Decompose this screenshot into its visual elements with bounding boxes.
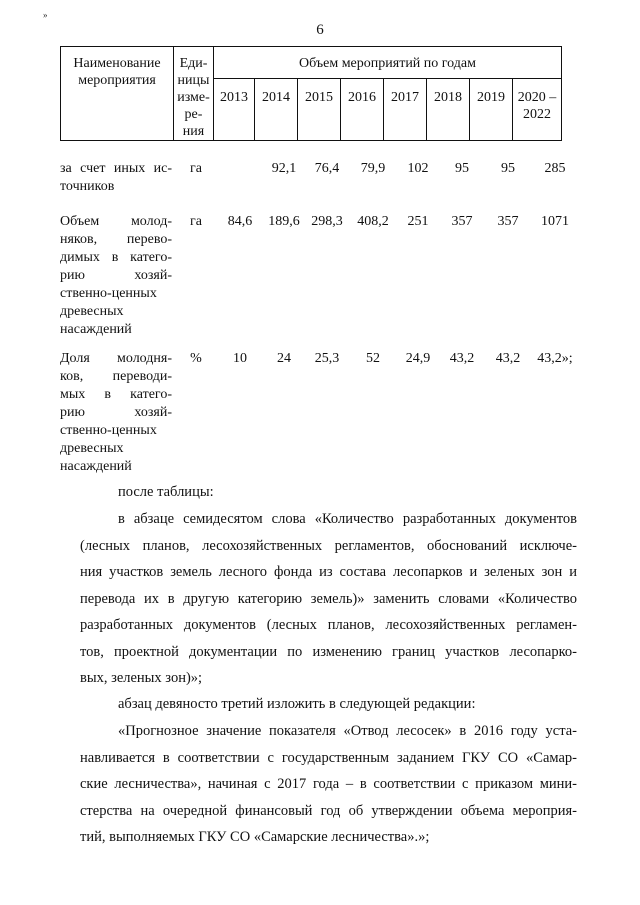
row-value: 10 <box>233 351 247 366</box>
header-years-span: Объем мероприятий по годам <box>214 47 562 79</box>
header-year-cell: 2013 <box>214 79 255 141</box>
paragraph-1 <box>80 506 577 692</box>
text-line: разработанных документов (лесных планов, лесохозяйственных регламен- <box>80 617 577 633</box>
header-name-line: Наименование <box>73 56 161 71</box>
header-unit-line: ницы <box>177 73 210 88</box>
text-line: тий, выполняемых ГКУ СО «Самарские лесничества».»; <box>80 829 430 845</box>
page-number: 6 <box>316 22 324 38</box>
row-value: 95 <box>455 161 469 176</box>
text-line: ния участков земель лесного фонда из состава лесопарков и зеленых зон и <box>80 564 577 580</box>
row-value: 52 <box>366 351 380 366</box>
row-unit: га <box>190 161 202 176</box>
row-value: 43,2 <box>495 351 521 366</box>
row-value: 76,4 <box>314 161 340 176</box>
row-value: 357 <box>451 214 473 229</box>
header-name-line: мероприятия <box>78 73 156 88</box>
row-label: за счет иных ис- точников <box>60 161 172 194</box>
text-line: в абзаце семидесятом слова «Количество разработанных документов <box>118 511 577 527</box>
text-line: после таблицы: <box>118 484 214 500</box>
row-value: 298,3 <box>311 214 343 229</box>
row-unit: га <box>190 214 202 229</box>
header-name-cell <box>61 47 174 141</box>
text-line: ские лесничества», начиная с 2017 года – в соответствии с приказом мини- <box>80 776 577 792</box>
row-value: 24 <box>277 351 291 366</box>
row-value: 95 <box>501 161 515 176</box>
paragraph-2 <box>118 691 577 718</box>
header-year-cell: 2018 <box>427 79 470 141</box>
row-value: 24,9 <box>405 351 431 366</box>
row-value: 43,2 <box>449 351 475 366</box>
row-value: 84,6 <box>227 214 253 229</box>
header-unit-line: ния <box>182 124 205 139</box>
header-year-cell: 2014 <box>255 79 298 141</box>
header-table <box>60 46 562 141</box>
after-table-text <box>118 479 577 506</box>
header-unit-line: Еди- <box>179 56 208 71</box>
row-label: Объем молод- няков, перево- димых в катего- рию хозяй- ственно-ценных древесных насаждений <box>60 214 172 337</box>
header-year-cell: 2020 – 2022 <box>513 79 562 141</box>
text-line: «Прогнозное значение показателя «Отвод лесосек» в 2016 году уста- <box>118 723 577 739</box>
row-value: 25,3 <box>314 351 340 366</box>
row-value: 357 <box>497 214 519 229</box>
header-unit-line: изме- <box>177 90 210 105</box>
text-line: перевода их в другую категорию земель)» заменить словами «Количество <box>80 590 577 607</box>
corner-mark: » <box>43 10 48 20</box>
header-unit-cell <box>174 47 214 141</box>
paragraph-3 <box>80 718 577 851</box>
row-value: 92,1 <box>271 161 297 176</box>
text-line: стерства на очередной финансовый год об утверждении объема мероприя- <box>80 802 577 819</box>
text-line: абзац девяносто третий изложить в следующей редакции: <box>118 696 476 712</box>
text-line: тов, проектной документации по изменению границ участков лесопарко- <box>80 643 577 660</box>
text-line: (лесных планов, лесохозяйственных регламентов, обоснований исключе- <box>80 537 577 554</box>
row-value: 43,2»; <box>537 351 573 366</box>
row-value: 251 <box>407 214 429 229</box>
row-value: 189,6 <box>268 214 300 229</box>
header-year-cell: 2019 <box>470 79 513 141</box>
header-year-cell: 2015 <box>298 79 341 141</box>
row-unit: % <box>190 351 202 366</box>
row-value: 102 <box>407 161 429 176</box>
header-year-cell: 2017 <box>384 79 427 141</box>
header-year-cell: 2016 <box>341 79 384 141</box>
row-value: 1071 <box>541 214 569 229</box>
header-unit-line: ре- <box>184 107 203 122</box>
text-line: вых, зеленых зон)»; <box>80 670 203 686</box>
text-line: навливается в соответствии с государственным заданием ГКУ СО «Самар- <box>80 749 577 766</box>
row-value: 79,9 <box>360 161 386 176</box>
row-value: 285 <box>544 161 566 176</box>
row-value: 408,2 <box>357 214 389 229</box>
row-label: Доля молодня- ков, переводи- мых в катего- рию хозяй- ственно-ценных древесных насаждений <box>60 351 172 474</box>
